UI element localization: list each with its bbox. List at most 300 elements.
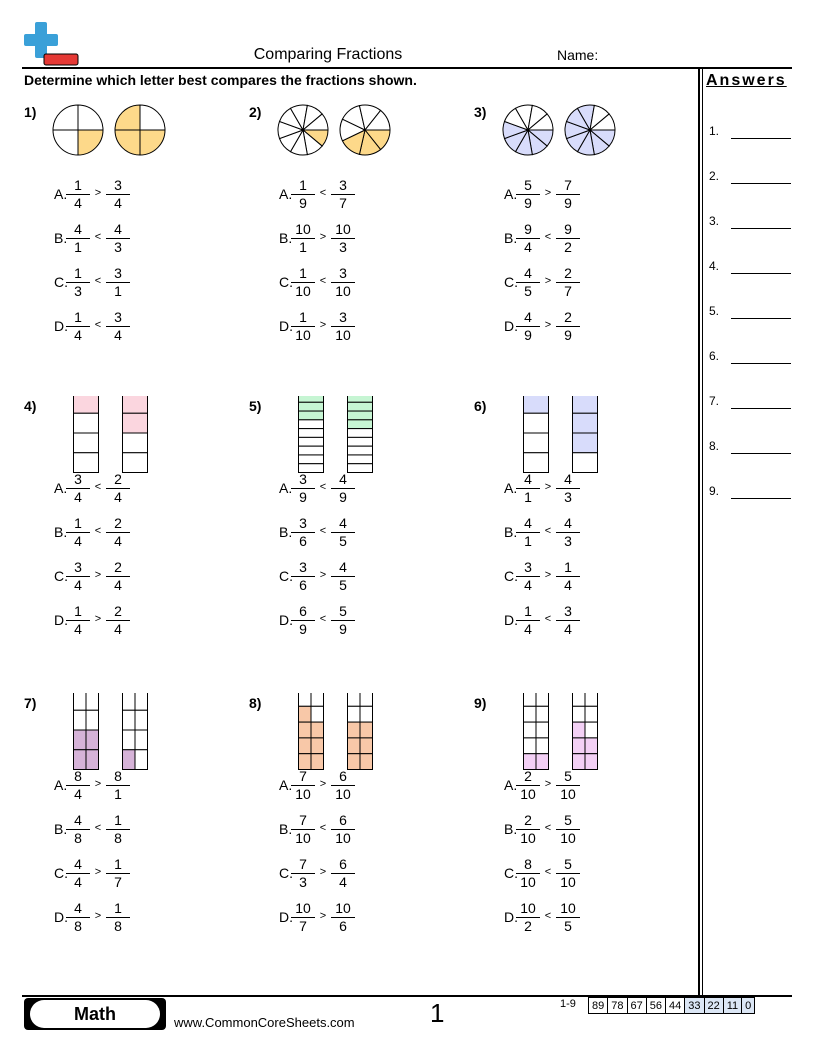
comparison-sign: < bbox=[544, 231, 552, 243]
left-fraction bbox=[66, 857, 90, 890]
numerator: 1 bbox=[66, 266, 90, 283]
cell bbox=[348, 455, 373, 464]
denominator: 9 bbox=[299, 489, 307, 505]
shaded-cell bbox=[123, 750, 136, 770]
bar-figure bbox=[277, 693, 397, 777]
answers-divider bbox=[698, 67, 700, 995]
left-fraction bbox=[291, 178, 315, 211]
shaded-cell bbox=[86, 730, 99, 750]
numerator: 8 bbox=[106, 769, 130, 786]
denominator: 6 bbox=[299, 533, 307, 549]
cell bbox=[135, 730, 148, 750]
denominator: 7 bbox=[564, 283, 572, 299]
left-fraction bbox=[66, 813, 90, 846]
left-fraction bbox=[291, 266, 315, 299]
numerator: 3 bbox=[66, 472, 90, 489]
left-fraction bbox=[516, 516, 540, 549]
answer-number: 5. bbox=[709, 304, 720, 318]
numerator: 4 bbox=[556, 472, 580, 489]
cell bbox=[573, 706, 586, 722]
comparison-sign: < bbox=[319, 275, 327, 287]
numerator: 4 bbox=[516, 472, 540, 489]
numerator: 4 bbox=[66, 901, 90, 918]
comparison-sign: < bbox=[319, 822, 327, 834]
right-fraction bbox=[556, 769, 580, 802]
answer-blank[interactable] bbox=[731, 453, 791, 454]
answer-number: 4. bbox=[709, 259, 720, 273]
denominator: 10 bbox=[560, 786, 576, 802]
left-fraction bbox=[66, 310, 90, 343]
numerator: 3 bbox=[106, 266, 130, 283]
right-fraction bbox=[106, 813, 130, 846]
choice-letter: C. bbox=[504, 274, 518, 290]
denominator: 1 bbox=[74, 239, 82, 255]
cell bbox=[573, 693, 586, 706]
answer-blank[interactable] bbox=[731, 228, 791, 229]
score-range-label: 1-9 bbox=[560, 998, 576, 1010]
answer-blank[interactable] bbox=[731, 183, 791, 184]
problem-number: 2) bbox=[249, 104, 262, 120]
choice-letter: A. bbox=[504, 186, 518, 202]
left-bar bbox=[299, 693, 324, 770]
problem-5 bbox=[249, 398, 449, 678]
cell bbox=[74, 453, 99, 473]
right-bar bbox=[573, 693, 598, 770]
left-bar bbox=[74, 693, 99, 770]
denominator: 1 bbox=[524, 489, 532, 505]
choice-letter: A. bbox=[279, 480, 293, 496]
cell bbox=[299, 693, 312, 706]
answers-divider-inner bbox=[702, 67, 703, 995]
cell bbox=[348, 706, 361, 722]
answer-blank[interactable] bbox=[731, 498, 791, 499]
right-fraction bbox=[556, 813, 580, 846]
shaded-sector bbox=[78, 130, 103, 155]
choice-letter: B. bbox=[54, 230, 68, 246]
comparison-sign: < bbox=[319, 187, 327, 199]
right-fraction bbox=[106, 857, 130, 890]
denominator: 6 bbox=[339, 918, 347, 934]
answers-title: Answers bbox=[706, 72, 787, 89]
shaded-cell bbox=[311, 722, 324, 738]
choice-letter: B. bbox=[504, 230, 518, 246]
comparison-sign: < bbox=[319, 613, 327, 625]
cell bbox=[524, 706, 537, 722]
right-fraction bbox=[556, 222, 580, 255]
left-bar bbox=[299, 396, 324, 473]
choice-letter: C. bbox=[279, 865, 293, 881]
problem-1 bbox=[24, 104, 224, 384]
right-fraction bbox=[106, 472, 130, 505]
problem-number: 1) bbox=[24, 104, 37, 120]
numerator: 7 bbox=[291, 857, 315, 874]
shaded-cell bbox=[573, 413, 598, 433]
shaded-cell bbox=[123, 413, 148, 433]
denominator: 4 bbox=[564, 621, 572, 637]
cell bbox=[524, 453, 549, 473]
left-fraction bbox=[516, 604, 540, 637]
numerator: 4 bbox=[66, 857, 90, 874]
shaded-sector bbox=[115, 130, 140, 155]
shaded-sector bbox=[115, 105, 140, 130]
denominator: 3 bbox=[74, 283, 82, 299]
problem-7 bbox=[24, 695, 224, 975]
right-pie bbox=[340, 105, 390, 155]
shaded-cell bbox=[348, 396, 373, 402]
cell bbox=[299, 420, 324, 429]
denominator: 10 bbox=[295, 830, 311, 846]
shaded-cell bbox=[299, 738, 312, 754]
right-fraction bbox=[331, 604, 355, 637]
sector bbox=[78, 105, 103, 130]
denominator: 4 bbox=[74, 489, 82, 505]
denominator: 10 bbox=[560, 830, 576, 846]
denominator: 9 bbox=[339, 621, 347, 637]
numerator: 4 bbox=[556, 516, 580, 533]
cell bbox=[123, 710, 136, 730]
right-fraction bbox=[556, 266, 580, 299]
denominator: 3 bbox=[564, 533, 572, 549]
numerator: 1 bbox=[66, 516, 90, 533]
problem-number: 3) bbox=[474, 104, 487, 120]
answer-blank[interactable] bbox=[731, 408, 791, 409]
right-fraction bbox=[106, 604, 130, 637]
cell bbox=[585, 722, 598, 738]
comparison-sign: > bbox=[319, 866, 327, 878]
choice-letter: A. bbox=[504, 777, 518, 793]
bar-figure bbox=[502, 396, 622, 480]
numerator: 2 bbox=[516, 769, 540, 786]
denominator: 7 bbox=[299, 918, 307, 934]
denominator: 4 bbox=[524, 577, 532, 593]
answer-blank[interactable] bbox=[731, 318, 791, 319]
numerator: 5 bbox=[556, 813, 580, 830]
pie-figure bbox=[277, 104, 397, 160]
left-fraction bbox=[291, 222, 315, 255]
denominator: 9 bbox=[564, 327, 572, 343]
left-pie bbox=[53, 105, 103, 155]
choice-letter: B. bbox=[279, 230, 293, 246]
cell bbox=[524, 693, 537, 706]
shaded-cell bbox=[86, 750, 99, 770]
answer-number: 8. bbox=[709, 439, 720, 453]
left-fraction bbox=[291, 560, 315, 593]
answer-blank[interactable] bbox=[731, 363, 791, 364]
denominator: 4 bbox=[339, 874, 347, 890]
denominator: 10 bbox=[520, 786, 536, 802]
denominator: 4 bbox=[114, 621, 122, 637]
denominator: 4 bbox=[74, 533, 82, 549]
denominator: 10 bbox=[335, 830, 351, 846]
name-label: Name: bbox=[557, 47, 599, 63]
numerator: 3 bbox=[331, 178, 355, 195]
left-fraction bbox=[291, 472, 315, 505]
left-fraction bbox=[516, 901, 540, 934]
numerator: 3 bbox=[291, 516, 315, 533]
right-fraction bbox=[331, 857, 355, 890]
choice-letter: C. bbox=[54, 274, 68, 290]
shaded-cell bbox=[360, 754, 373, 770]
comparison-sign: > bbox=[94, 778, 102, 790]
left-fraction bbox=[66, 901, 90, 934]
numerator: 2 bbox=[556, 310, 580, 327]
cell bbox=[123, 453, 148, 473]
answer-blank[interactable] bbox=[731, 273, 791, 274]
cell bbox=[86, 710, 99, 730]
pie-figure bbox=[52, 104, 172, 160]
comparison-sign: > bbox=[544, 481, 552, 493]
left-fraction bbox=[291, 769, 315, 802]
numerator: 8 bbox=[516, 857, 540, 874]
denominator: 3 bbox=[299, 874, 307, 890]
comparison-sign: > bbox=[94, 569, 102, 581]
score-cell: 11 bbox=[723, 998, 741, 1014]
shaded-cell bbox=[536, 754, 549, 770]
cell bbox=[524, 722, 537, 738]
shaded-cell bbox=[573, 754, 586, 770]
left-fraction bbox=[516, 222, 540, 255]
right-fraction bbox=[331, 901, 355, 934]
right-pie bbox=[565, 105, 615, 155]
numerator: 1 bbox=[66, 178, 90, 195]
cell bbox=[74, 710, 87, 730]
score-cell: 78 bbox=[608, 998, 627, 1014]
choice-letter: B. bbox=[54, 821, 68, 837]
choice-letter: A. bbox=[54, 777, 68, 793]
numerator: 10 bbox=[556, 901, 580, 918]
problem-6 bbox=[474, 398, 674, 678]
numerator: 3 bbox=[556, 604, 580, 621]
right-fraction bbox=[331, 516, 355, 549]
numerator: 2 bbox=[106, 516, 130, 533]
score-cell: 0 bbox=[742, 998, 755, 1014]
left-fraction bbox=[291, 310, 315, 343]
numerator: 7 bbox=[291, 813, 315, 830]
denominator: 2 bbox=[524, 918, 532, 934]
denominator: 4 bbox=[114, 489, 122, 505]
right-fraction bbox=[556, 901, 580, 934]
page-title: Comparing Fractions bbox=[253, 46, 403, 63]
cell bbox=[299, 429, 324, 438]
numerator: 1 bbox=[291, 178, 315, 195]
shaded-cell bbox=[348, 738, 361, 754]
score-cell: 33 bbox=[685, 998, 704, 1014]
answer-blank[interactable] bbox=[731, 138, 791, 139]
cell bbox=[135, 693, 148, 710]
left-fraction bbox=[516, 472, 540, 505]
cell bbox=[135, 710, 148, 730]
choice-letter: C. bbox=[504, 865, 518, 881]
shaded-sector bbox=[140, 130, 165, 155]
denominator: 9 bbox=[524, 195, 532, 211]
answer-number: 1. bbox=[709, 124, 720, 138]
cell bbox=[123, 433, 148, 453]
numerator: 7 bbox=[556, 178, 580, 195]
sector bbox=[53, 105, 78, 130]
numerator: 10 bbox=[331, 901, 355, 918]
numerator: 2 bbox=[106, 560, 130, 577]
comparison-sign: < bbox=[94, 319, 102, 331]
denominator: 10 bbox=[295, 283, 311, 299]
right-fraction bbox=[106, 901, 130, 934]
cell bbox=[360, 693, 373, 706]
numerator: 1 bbox=[106, 901, 130, 918]
cell bbox=[524, 413, 549, 433]
right-bar bbox=[573, 396, 598, 473]
right-fraction bbox=[106, 178, 130, 211]
left-pie bbox=[278, 105, 328, 155]
left-fraction bbox=[66, 560, 90, 593]
shaded-cell bbox=[524, 396, 549, 413]
choice-letter: C. bbox=[54, 865, 68, 881]
shaded-cell bbox=[299, 706, 312, 722]
numerator: 1 bbox=[106, 857, 130, 874]
denominator: 5 bbox=[564, 918, 572, 934]
cell bbox=[299, 437, 324, 446]
problem-number: 6) bbox=[474, 398, 487, 414]
shaded-cell bbox=[573, 396, 598, 413]
numerator: 1 bbox=[516, 604, 540, 621]
comparison-sign: < bbox=[94, 822, 102, 834]
shaded-cell bbox=[348, 420, 373, 429]
comparison-sign: > bbox=[319, 569, 327, 581]
left-fraction bbox=[516, 769, 540, 802]
left-fraction bbox=[291, 857, 315, 890]
shaded-cell bbox=[348, 411, 373, 420]
cell bbox=[536, 738, 549, 754]
numerator: 2 bbox=[106, 604, 130, 621]
right-bar bbox=[123, 693, 148, 770]
numerator: 3 bbox=[291, 560, 315, 577]
denominator: 5 bbox=[524, 283, 532, 299]
denominator: 10 bbox=[520, 874, 536, 890]
denominator: 3 bbox=[564, 489, 572, 505]
score-row bbox=[589, 998, 755, 1014]
comparison-sign: > bbox=[94, 866, 102, 878]
denominator: 4 bbox=[74, 621, 82, 637]
choice-letter: D. bbox=[279, 318, 293, 334]
shaded-cell bbox=[348, 402, 373, 411]
numerator: 4 bbox=[106, 222, 130, 239]
problem-number: 4) bbox=[24, 398, 37, 414]
comparison-sign: > bbox=[319, 231, 327, 243]
denominator: 10 bbox=[520, 830, 536, 846]
cell bbox=[524, 738, 537, 754]
right-fraction bbox=[556, 516, 580, 549]
score-table bbox=[588, 997, 755, 1014]
choice-letter: C. bbox=[279, 568, 293, 584]
denominator: 8 bbox=[114, 830, 122, 846]
left-fraction bbox=[291, 901, 315, 934]
comparison-sign: < bbox=[94, 481, 102, 493]
right-fraction bbox=[556, 310, 580, 343]
denominator: 4 bbox=[524, 239, 532, 255]
denominator: 4 bbox=[74, 577, 82, 593]
right-pie bbox=[115, 105, 165, 155]
score-cell: 56 bbox=[646, 998, 665, 1014]
left-fraction bbox=[66, 516, 90, 549]
comparison-sign: < bbox=[94, 275, 102, 287]
cell bbox=[311, 693, 324, 706]
cell bbox=[536, 706, 549, 722]
denominator: 10 bbox=[335, 327, 351, 343]
comparison-sign: < bbox=[319, 525, 327, 537]
denominator: 4 bbox=[524, 621, 532, 637]
numerator: 1 bbox=[556, 560, 580, 577]
left-fraction bbox=[66, 222, 90, 255]
denominator: 9 bbox=[524, 327, 532, 343]
comparison-sign: < bbox=[544, 822, 552, 834]
cell bbox=[299, 455, 324, 464]
denominator: 7 bbox=[339, 195, 347, 211]
cell bbox=[585, 706, 598, 722]
shaded-cell bbox=[299, 396, 324, 402]
shaded-cell bbox=[573, 738, 586, 754]
denominator: 9 bbox=[564, 195, 572, 211]
left-bar bbox=[74, 396, 99, 473]
right-fraction bbox=[106, 769, 130, 802]
numerator: 5 bbox=[556, 857, 580, 874]
comparison-sign: < bbox=[94, 231, 102, 243]
numerator: 1 bbox=[291, 310, 315, 327]
cell bbox=[348, 437, 373, 446]
left-fraction bbox=[516, 857, 540, 890]
denominator: 4 bbox=[74, 786, 82, 802]
denominator: 4 bbox=[74, 327, 82, 343]
numerator: 1 bbox=[66, 310, 90, 327]
problem-3 bbox=[474, 104, 674, 384]
right-fraction bbox=[556, 604, 580, 637]
cell bbox=[74, 433, 99, 453]
numerator: 8 bbox=[66, 769, 90, 786]
answer-number: 3. bbox=[709, 214, 720, 228]
shaded-cell bbox=[573, 433, 598, 453]
problem-number: 5) bbox=[249, 398, 262, 414]
choice-letter: B. bbox=[54, 524, 68, 540]
header-divider bbox=[22, 67, 792, 69]
numerator: 4 bbox=[331, 560, 355, 577]
left-bar bbox=[524, 693, 549, 770]
denominator: 6 bbox=[299, 577, 307, 593]
cell bbox=[573, 453, 598, 473]
cell bbox=[123, 693, 136, 710]
choice-letter: A. bbox=[54, 480, 68, 496]
choice-letter: D. bbox=[54, 612, 68, 628]
score-cell: 89 bbox=[589, 998, 608, 1014]
shaded-cell bbox=[348, 754, 361, 770]
choice-letter: D. bbox=[504, 612, 518, 628]
subject-label: Math bbox=[30, 1000, 160, 1028]
numerator: 3 bbox=[331, 310, 355, 327]
comparison-sign: > bbox=[94, 910, 102, 922]
choice-letter: C. bbox=[279, 274, 293, 290]
numerator: 6 bbox=[331, 857, 355, 874]
left-fraction bbox=[66, 604, 90, 637]
numerator: 9 bbox=[556, 222, 580, 239]
numerator: 10 bbox=[291, 901, 315, 918]
comparison-sign: > bbox=[544, 319, 552, 331]
website-link[interactable]: www.CommonCoreSheets.com bbox=[174, 1015, 355, 1030]
shaded-cell bbox=[74, 750, 87, 770]
choice-letter: A. bbox=[54, 186, 68, 202]
numerator: 4 bbox=[66, 222, 90, 239]
denominator: 10 bbox=[560, 874, 576, 890]
comparison-sign: < bbox=[544, 613, 552, 625]
bar-figure bbox=[52, 693, 172, 777]
problem-4 bbox=[24, 398, 224, 678]
choice-letter: D. bbox=[54, 909, 68, 925]
numerator: 3 bbox=[331, 266, 355, 283]
